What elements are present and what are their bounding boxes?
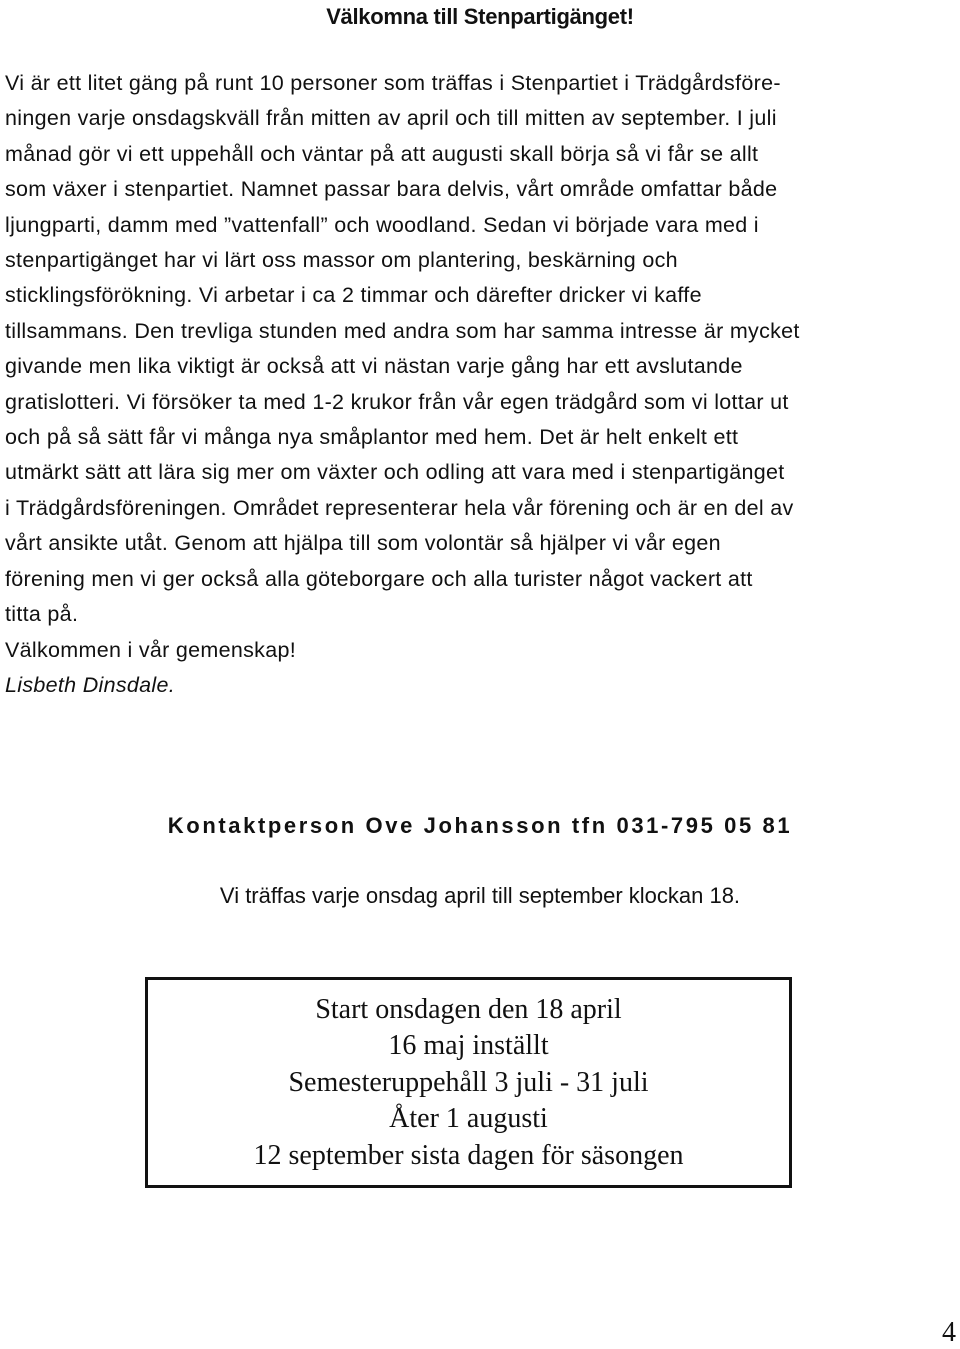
schedule-line: Åter 1 augusti [389, 1103, 548, 1135]
body-line: titta på. [5, 602, 79, 627]
body-line: Vi är ett litet gäng på runt 10 personer som träffas i Stenpartiet i Trädgårdsföre- [5, 71, 781, 95]
body-line: ljungparti, damm med ”vattenfall” och woodland. Sedan vi började vara med i [5, 212, 759, 237]
meeting-info: Vi träffas varje onsdag april till september klockan 18. [219, 883, 741, 908]
body-line: vårt ansikte utåt. Genom att hjälpa till som volontär så hjälper vi vår egen [5, 531, 721, 556]
body-line: stenpartigänget har vi lärt oss massor om plantering, beskärning och [5, 248, 678, 273]
schedule-box [145, 977, 792, 1188]
body-line: som växer i stenpartiet. Namnet passar bara delvis, vårt område omfattar både [5, 177, 778, 202]
body-line: förening men vi ger också alla göteborgare och alla turister något vackert att [5, 566, 753, 591]
body-line: gratislotteri. Vi försöker ta med 1-2 krukor från vår egen trädgård som vi lottar ut [5, 389, 789, 414]
body-line: givande men lika viktigt är också att vi nästan varje gång har ett avslutande [5, 354, 743, 379]
schedule-line: 16 maj inställt [388, 1030, 549, 1062]
body-line: ningen varje onsdagskväll från mitten av april och till mitten av september. I juli [5, 106, 777, 131]
schedule-line: Start onsdagen den 18 april [315, 994, 622, 1025]
welcome-line: Välkommen i vår gemenskap! [5, 637, 297, 662]
body-line: utmärkt sätt att lära sig mer om växter och odling att vara med i stenpartigänget [5, 460, 785, 485]
article-body [5, 66, 955, 703]
body-line: i Trädgårdsföreningen. Området representerar hela vår förening och är en del av [5, 495, 794, 520]
body-line: månad gör vi ett uppehåll och väntar på att augusti skall börja så vi får se allt [5, 141, 759, 166]
body-line: tillsammans. Den trevliga stunden med andra som har samma intresse är mycket [5, 318, 800, 343]
schedule-line: Semesteruppehåll 3 juli - 31 juli [288, 1066, 649, 1098]
page-title: Välkomna till Stenpartigänget! [326, 4, 634, 29]
body-line: sticklingsförökning. Vi arbetar i ca 2 timmar och därefter dricker vi kaffe [5, 283, 702, 308]
signature: Lisbeth Dinsdale. [5, 672, 176, 697]
page-number: 4 [942, 1317, 956, 1348]
schedule-line: 12 september sista dagen för säsongen [253, 1139, 684, 1171]
contact-line: Kontaktperson Ove Johansson tfn 031-795 05 81 [167, 813, 793, 838]
body-line: och på så sätt får vi många nya småplantor med hem. Det är helt enkelt ett [5, 425, 739, 450]
